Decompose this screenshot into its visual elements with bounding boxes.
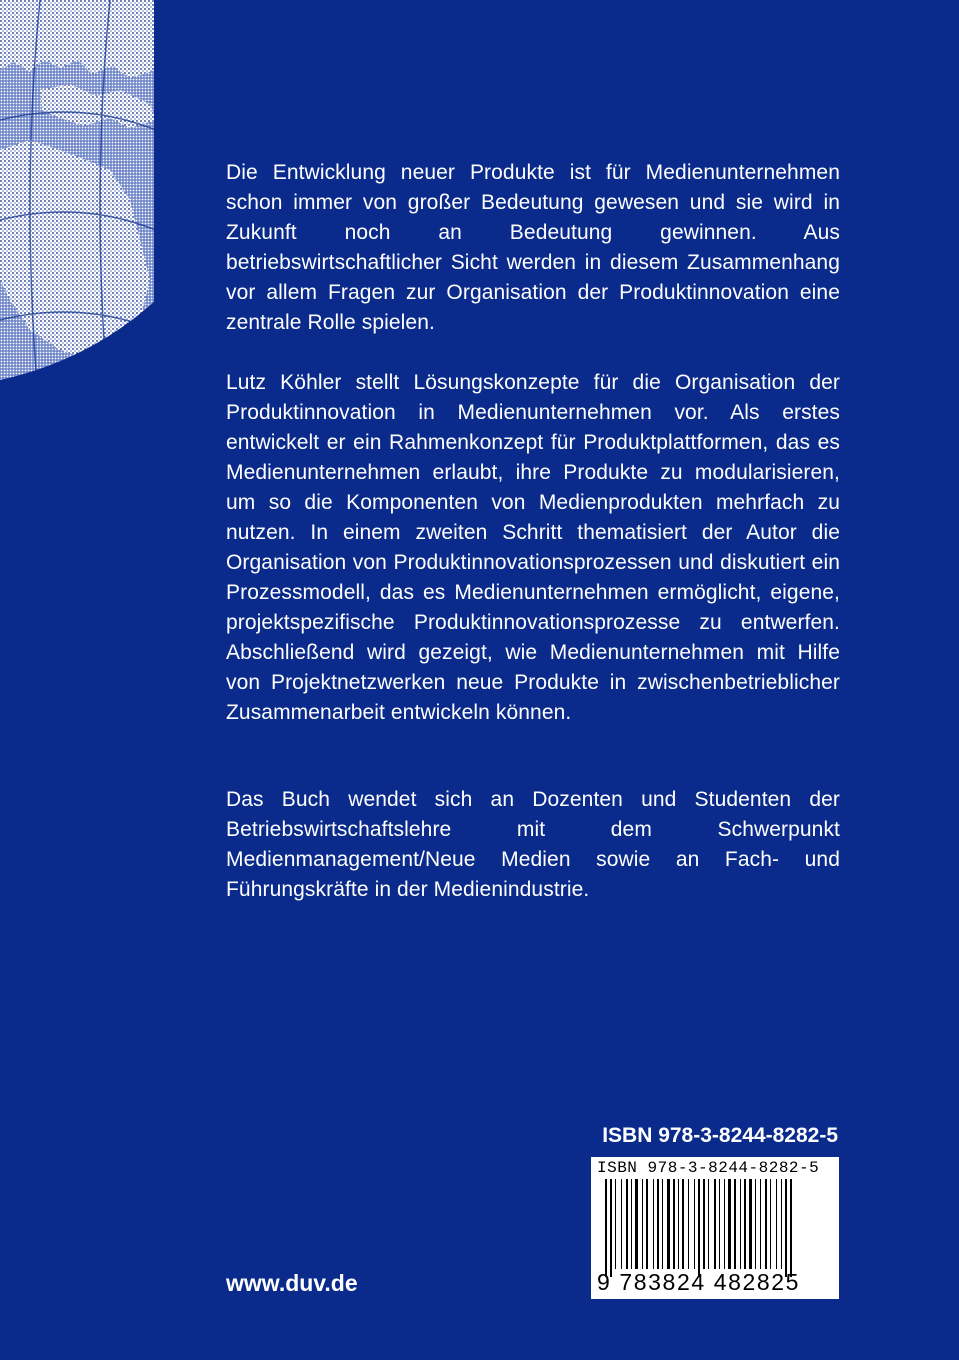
barcode-bar — [662, 1179, 663, 1269]
barcode-digits: 9 783824 482825 — [597, 1269, 801, 1295]
barcode-bar — [728, 1179, 731, 1269]
publisher-website: www.duv.de — [226, 1270, 358, 1296]
barcode-bar — [755, 1179, 756, 1269]
barcode-bar — [703, 1179, 705, 1269]
barcode-bar — [621, 1179, 622, 1269]
barcode-bar — [785, 1179, 787, 1277]
barcode-bar — [740, 1179, 741, 1269]
barcode-bar — [708, 1179, 709, 1269]
barcode-bar — [790, 1179, 792, 1277]
barcode-bar — [749, 1179, 752, 1269]
barcode-bar — [770, 1179, 771, 1269]
isbn-barcode — [591, 1157, 839, 1299]
globe-icon — [0, 0, 156, 422]
barcode-bar — [657, 1179, 659, 1269]
barcode-bar — [776, 1179, 777, 1269]
barcode-bar — [698, 1179, 700, 1277]
blurb-paragraph-3: Das Buch wendet sich an Dozenten und Studenten der Betriebswirtschaftslehre mit dem Schwerpunkt Medienmanagement/Neue Medien sowie an Fach- und Führungskräfte in der Medienindustrie. — [226, 788, 840, 901]
barcode-bar — [719, 1179, 720, 1269]
barcode-bar — [760, 1179, 761, 1269]
barcode-bar — [694, 1179, 695, 1269]
blurb-paragraph-1: Die Entwicklung neuer Produkte ist für Medienunternehmen schon immer von großer Bedeutung gewesen und sie wird in Zukunft noch an Bedeutung gewinnen. Aus betriebswirtschaftlicher Sicht werden in diesem Zusammenhang vor allem Fragen zur Organisation der Produktinnovation eine zentrale Rolle spielen. — [226, 161, 840, 334]
barcode-bar — [626, 1179, 628, 1269]
barcode-bar — [714, 1179, 716, 1269]
barcode-bar — [744, 1179, 746, 1269]
barcode-bar — [646, 1179, 648, 1269]
barcode-bar — [781, 1179, 782, 1269]
barcode-bar — [631, 1179, 632, 1269]
barcode-bar — [653, 1179, 654, 1269]
barcode-bar — [615, 1179, 616, 1269]
barcode-bar — [688, 1179, 689, 1269]
barcode-bar — [678, 1179, 679, 1269]
blurb-paragraph-2: Lutz Köhler stellt Lösungskonzepte für die Organisation der Produktinnovation in Medienunternehmen vor. Als erstes entwickelt er ein Rahmenkonzept für Produktplattformen, das es Medienunternehmen erlaubt, ihre Produkte zu modularisieren, um so die Komponenten von Medienprodukten mehrfach zu nutzen. In einem zweiten Schritt thematisiert der Autor die Organisation von Produktinnovationsprozessen und diskutiert ein Prozessmodell, das es Medienunternehmen ermöglicht, eigene, projektspezifische Produktinnovationsprozesse zu entwerfen. Abschließend wird gezeigt, wie Medienunternehmen mit Hilfe von Projektnetzwerken neue Produkte in zwischenbetrieblicher Zusammenarbeit entwickeln können. — [226, 371, 840, 724]
barcode-bar — [765, 1179, 767, 1269]
barcode-bar — [605, 1179, 607, 1277]
barcode-top-text: ISBN 978-3-8244-8282-5 — [597, 1159, 820, 1177]
barcode-bar — [673, 1179, 675, 1269]
barcode-bar — [610, 1179, 612, 1277]
barcode-bar — [635, 1179, 638, 1269]
barcode-bar — [667, 1179, 670, 1269]
barcode-bar — [642, 1179, 643, 1269]
barcode-bar — [682, 1179, 684, 1269]
globe-illustration — [0, 0, 156, 422]
isbn-label: ISBN 978-3-8244-8282-5 — [602, 1124, 838, 1147]
barcode-bar — [724, 1179, 725, 1269]
barcode-bar — [734, 1179, 736, 1269]
